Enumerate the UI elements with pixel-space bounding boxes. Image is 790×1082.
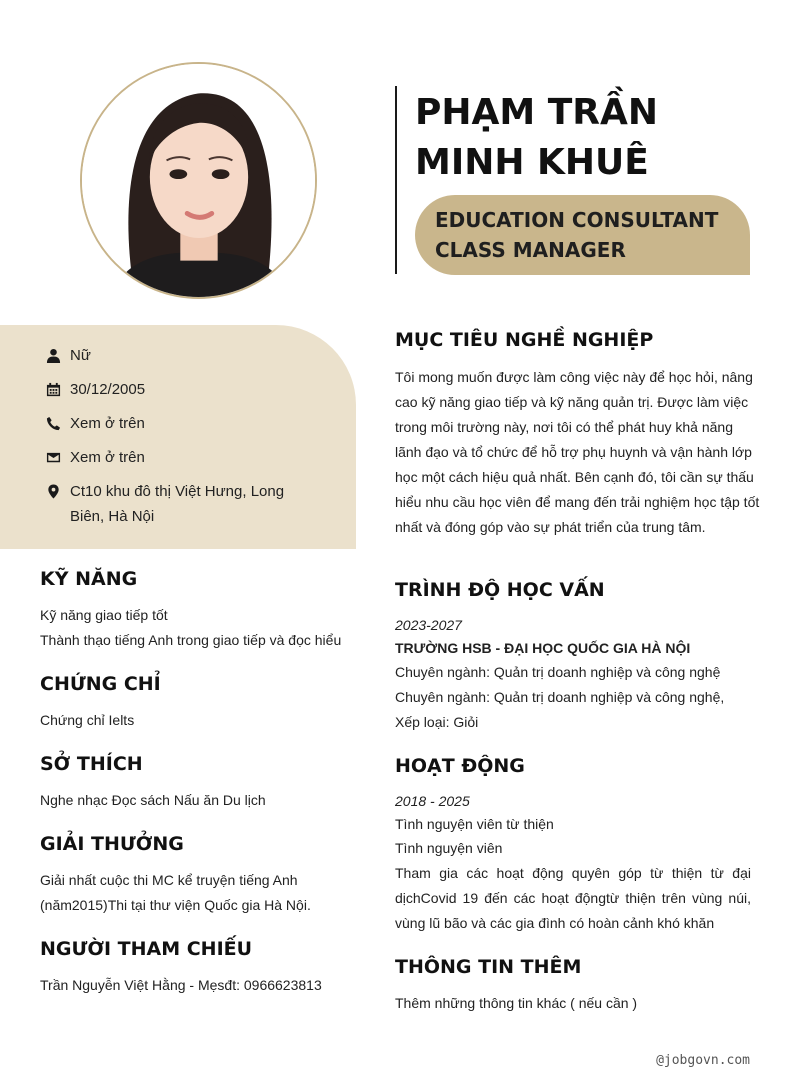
job-title-badge [415, 195, 750, 275]
certificate-item: Chứng chỉ Ielts [40, 712, 135, 728]
phone-value: Xem ở trên [70, 415, 145, 432]
certificates-heading: CHỨNG CHỈ [40, 673, 161, 695]
objective-text: Tôi mong muốn được làm công việc này để học hỏi, nâng cao kỹ năng giao tiếp và kỹ năng quản trị. Được làm việc trong môi trường này, nơi tôi có thể phát huy khả năng lãnh đạo và tổ chức để hỗ trợ phụ huynh và vận hành lớp học một cách hiệu quả nhất. Bên cạnh đó, tôi cần sự thấu hiểu nhu cầu học viên để mang đến trải nghiệm học tập tốt nhất và đóng góp vào sự phát triển của trung tâm. [395, 369, 760, 535]
additional-info-heading: THÔNG TIN THÊM [395, 956, 582, 978]
phone-icon [44, 411, 62, 436]
hobbies-heading: SỞ THÍCH [40, 753, 143, 775]
activities-heading: HOẠT ĐỘNG [395, 755, 525, 777]
name-divider [395, 86, 397, 274]
footer-watermark: @jobgovn.com [656, 1053, 750, 1068]
full-name [415, 88, 658, 188]
name-line-2: MINH KHUÊ [415, 142, 649, 183]
activities-description: Tham gia các hoạt động quyên góp từ thiện từ đại dịchCovid 19 đến các hoạt độngtừ thiện trên vùng núi, vùng lũ bão và các gia đình có hoàn cảnh khó khăn [395, 865, 751, 931]
awards-heading: GIẢI THƯỞNG [40, 833, 184, 855]
gender-value: Nữ [70, 347, 91, 364]
references-heading: NGƯỜI THAM CHIẾU [40, 938, 253, 960]
email-value: Xem ở trên [70, 449, 145, 466]
skill-item: Thành thạo tiếng Anh trong giao tiếp và đọc hiểu [40, 632, 342, 648]
additional-info-text: Thêm những thông tin khác ( nếu cần ) [395, 995, 638, 1011]
contact-birthday [44, 377, 310, 402]
calendar-icon [44, 377, 62, 402]
birthday-value: 30/12/2005 [70, 381, 146, 398]
hobbies-text: Nghe nhạc Đọc sách Nấu ăn Du lịch [40, 792, 266, 808]
skill-item: Kỹ năng giao tiếp tốt [40, 607, 168, 623]
profile-photo [80, 62, 317, 299]
job-title-line-2: CLASS MANAGER [435, 238, 626, 262]
portrait-image [82, 64, 315, 297]
education-school: TRƯỜNG HSB - ĐẠI HỌC QUỐC GIA HÀ NỘI [395, 640, 691, 656]
reference-text: Trần Nguyễn Việt Hằng - Mẹsđt: 0966623813 [40, 977, 322, 993]
education-heading: TRÌNH ĐỘ HỌC VẤN [395, 579, 605, 601]
contact-phone [44, 411, 310, 436]
activity-item: Tình nguyện viên [395, 840, 503, 856]
name-line-1: PHẠM TRẦN [415, 92, 658, 133]
award-line-2: (năm2015)Thi tại thư viện Quốc gia Hà Nội. [40, 897, 311, 913]
activity-item: Tình nguyện viên từ thiện [395, 816, 554, 832]
objective-heading: MỤC TIÊU NGHỀ NGHIỆP [395, 329, 654, 351]
award-line-1: Giải nhất cuộc thi MC kể truyện tiếng Anh [40, 872, 298, 888]
activities-period: 2018 - 2025 [395, 793, 470, 809]
skills-heading: KỸ NĂNG [40, 568, 138, 590]
education-major: Chuyên ngành: Quản trị doanh nghiệp và công nghệ [395, 664, 721, 680]
education-detail: Chuyên ngành: Quản trị doanh nghiệp và công nghệ, Xếp loại: Giỏi [395, 689, 725, 730]
education-period: 2023-2027 [395, 617, 462, 633]
contact-gender [44, 343, 310, 368]
person-icon [44, 343, 62, 368]
mail-icon [44, 445, 62, 470]
contact-email [44, 445, 310, 470]
address-value: Ct10 khu đô thị Việt Hưng, Long Biên, Hà Nội [70, 483, 285, 525]
contact-address [44, 479, 310, 529]
location-pin-icon [44, 479, 62, 504]
job-title-line-1: EDUCATION CONSULTANT [435, 208, 719, 232]
